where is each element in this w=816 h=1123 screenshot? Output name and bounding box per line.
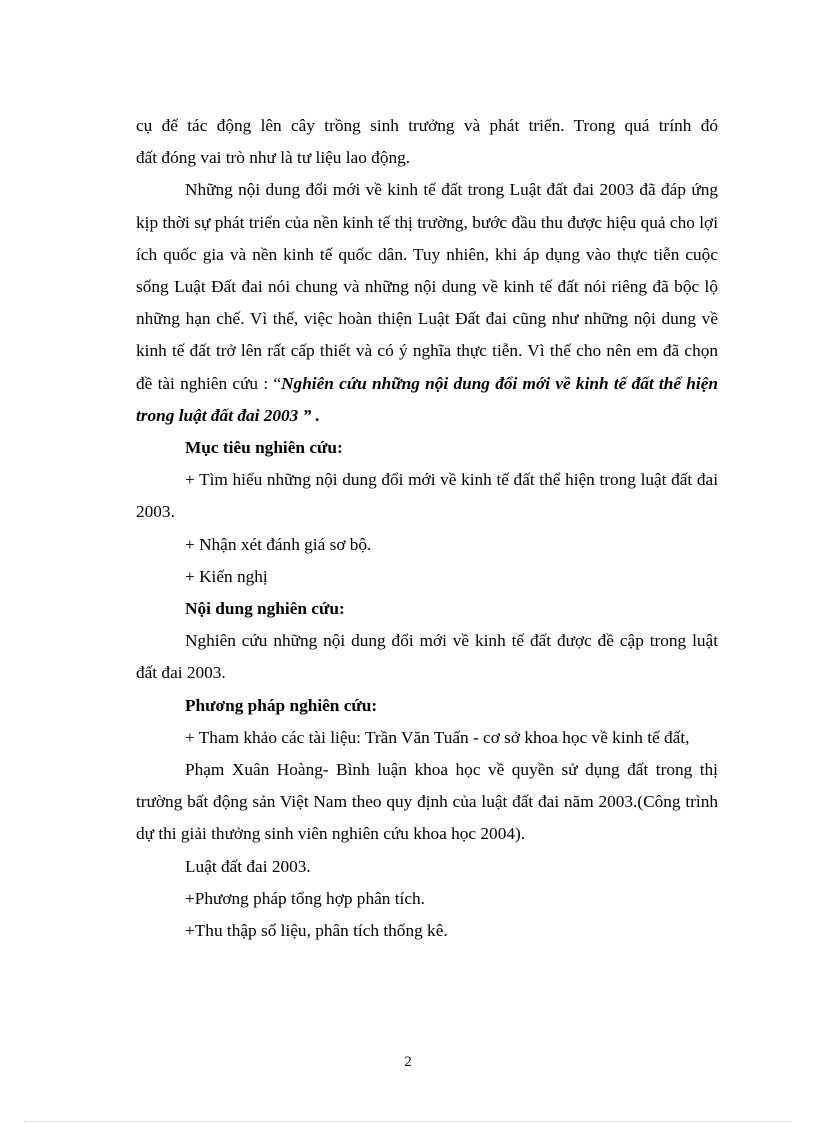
objective-item: + Kiến nghị bbox=[185, 566, 268, 586]
content-heading: Nội dung nghiên cứu: bbox=[185, 599, 345, 619]
page-body bbox=[136, 110, 718, 947]
objective-item: + Tìm hiểu những nội dung đổi mới về kinh tế đất thể hiện trong luật đất đai 2003. bbox=[136, 470, 718, 522]
quote-mark: “ bbox=[273, 373, 282, 393]
objectives-heading: Mục tiêu nghiên cứu: bbox=[185, 438, 343, 458]
page-number: 2 bbox=[404, 1054, 412, 1070]
method-item: +Phương pháp tổng hợp phân tích. bbox=[185, 888, 425, 908]
text-line: đất đóng vai trò như là tư liệu lao động. bbox=[136, 148, 411, 168]
research-title: Nghiên cứu những nội dung đổi mới về kinh tế đất thể hiện trong luật đất đai 2003 ” . bbox=[136, 373, 718, 425]
objective-item: + Nhận xét đánh giá sơ bộ. bbox=[185, 534, 372, 554]
reference-item: Luật đất đai 2003. bbox=[185, 856, 311, 876]
methods-heading: Phương pháp nghiên cứu: bbox=[185, 695, 378, 715]
text-line: cụ để tác động lên cây trồng sinh trưởng và phát triển. Trong quá trính đó bbox=[136, 116, 718, 135]
method-item: +Thu thập số liệu, phân tích thống kê. bbox=[185, 921, 448, 941]
paragraph-rationale bbox=[136, 174, 718, 432]
content-text: Nghiên cứu những nội dung đổi mới về kinh tế đất được đề cập trong luật đất đai 2003. bbox=[136, 631, 718, 683]
method-item: + Tham khảo các tài liệu: Trần Văn Tuấn - cơ sở khoa học về kinh tế đất, bbox=[185, 727, 690, 747]
page-bottom-divider bbox=[24, 1121, 792, 1122]
reference-item: Phạm Xuân Hoàng- Bình luận khoa học về quyền sử dụng đất trong thị trường bất động sản Việt Nam theo quy định của luật đất đai năm 2003.(Công trình dự thi giải thưởng sinh viên nghiên cứu khoa học 2004). bbox=[136, 760, 718, 844]
paragraph-continuation bbox=[136, 110, 718, 174]
rationale-text: Những nội dung đổi mới về kinh tế đất trong Luật đất đai 2003 đã đáp ứng kịp thời sự phát triển của nền kinh tế thị trường, bước đầu thu được hiệu quả cho lợi ích quốc gia và nền kinh tế quốc dân. Tuy nhiên, khi áp dụng vào thực tiễn cuộc sống Luật Đất đai nói chung và những nội dung về kinh tế đất nói riêng đã bộc lộ những hạn chế. Vì thế, việc hoàn thiện Luật Đất đai cũng như những nội dung về kinh tế đất trở lên rất cấp thiết và có ý nghĩa thực tiễn. Vì thế cho nên em đã chọn đề tài nghiên cứu : bbox=[136, 180, 718, 393]
